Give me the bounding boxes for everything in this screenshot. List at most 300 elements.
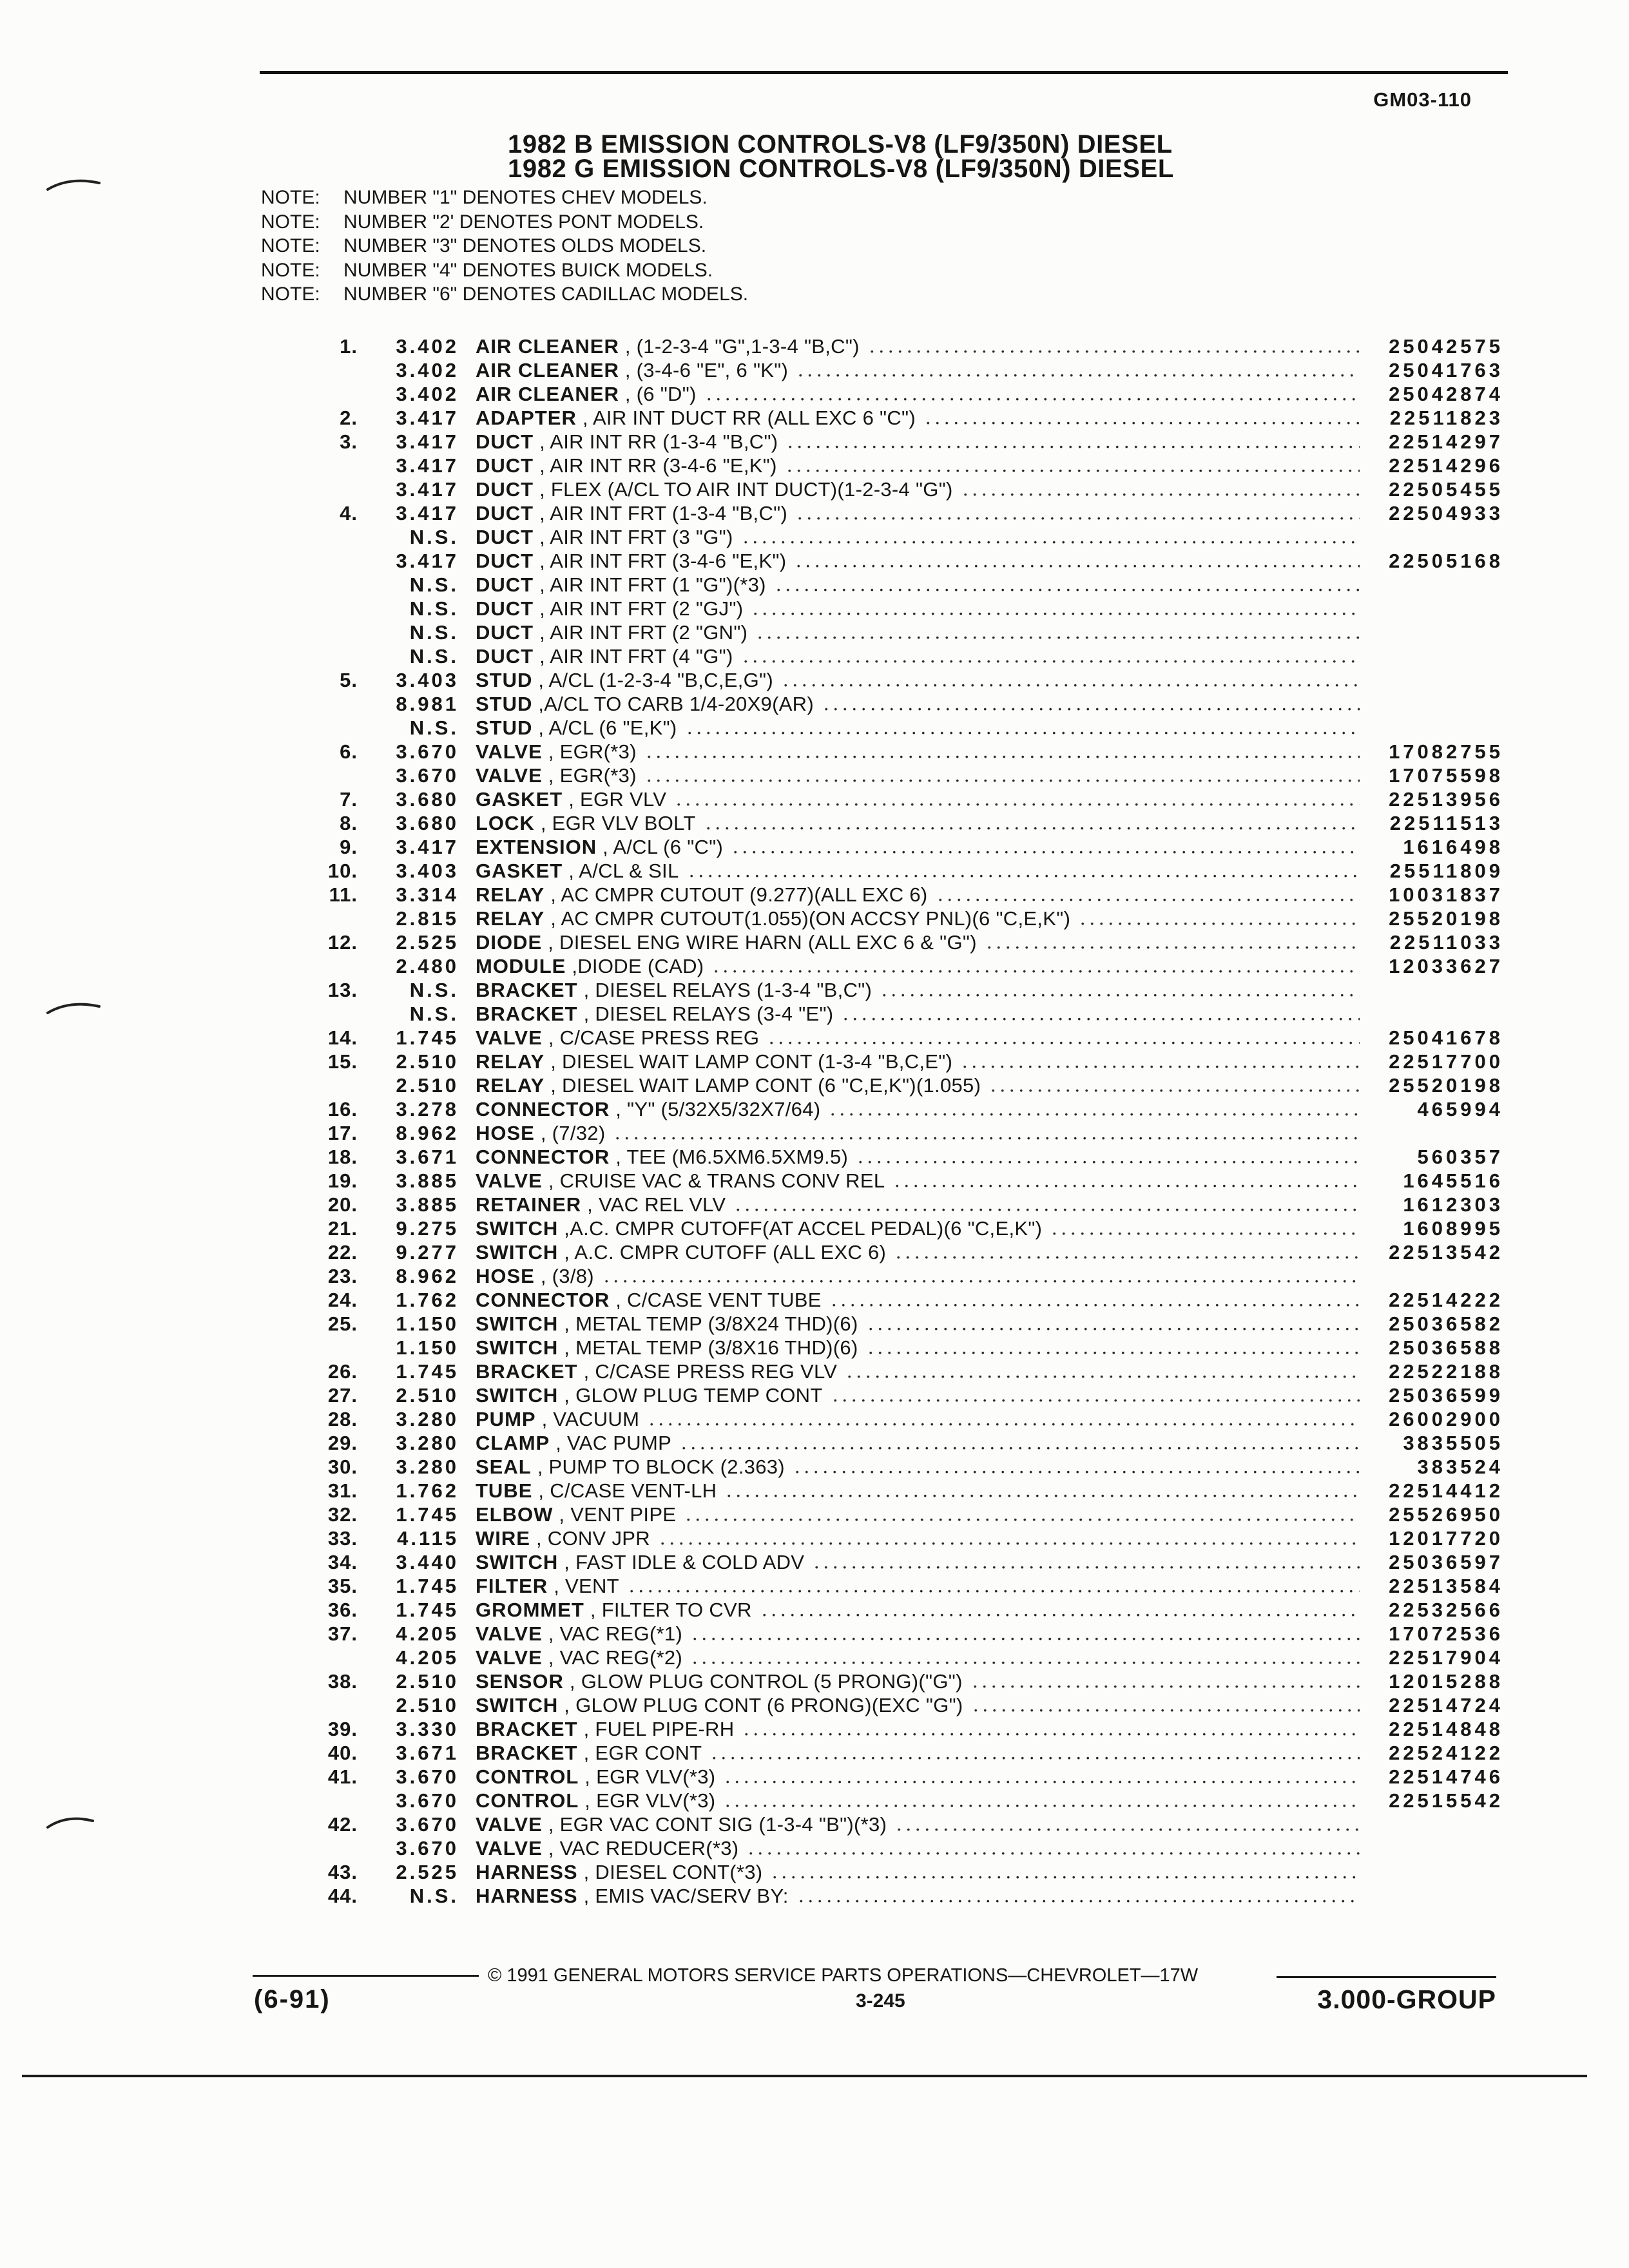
item-number: 42. (327, 1813, 358, 1836)
leader-dots (684, 1503, 1360, 1526)
leader-dots (793, 1455, 1360, 1479)
table-row (277, 1121, 1503, 1145)
part-number: 25520198 (1389, 907, 1503, 930)
part-number: 12015288 (1389, 1670, 1503, 1693)
fig-number: 3.402 (396, 335, 459, 358)
part-description (459, 1097, 1360, 1121)
table-row (277, 1026, 1503, 1050)
page-bottom-rule (22, 2075, 1587, 2077)
leader-dots (613, 1121, 1360, 1145)
part-description (459, 525, 1360, 549)
part-detail: , AIR INT FRT (2 "GN") (539, 621, 748, 644)
item-number (277, 644, 358, 668)
part-name: VALVE (476, 1622, 543, 1645)
table-row (277, 1622, 1503, 1646)
part-detail: , METAL TEMP (3/8X24 THD)(6) (564, 1312, 858, 1335)
part-name: AIR CLEANER (476, 383, 619, 405)
part-description (459, 668, 1360, 692)
part-number: 22515542 (1389, 1789, 1503, 1812)
fig-number: 3.402 (396, 383, 459, 405)
page-title (508, 132, 1174, 181)
part-name: CONNECTOR (476, 1098, 610, 1120)
table-row (277, 406, 1503, 430)
part-number: 25526950 (1389, 1503, 1503, 1526)
part-number (1360, 1002, 1503, 1026)
fig-number: 3.278 (396, 1098, 459, 1120)
part-detail: , (1-2-3-4 "G",1-3-4 "B,C") (624, 335, 860, 358)
fig-number: 8.981 (396, 693, 459, 715)
item-number (277, 549, 358, 573)
part-number: 22514724 (1389, 1694, 1503, 1716)
part-detail: , C/CASE VENT TUBE (615, 1289, 822, 1311)
part-description (459, 1240, 1360, 1264)
part-name: WIRE (476, 1527, 530, 1550)
fig-number: 4.205 (396, 1622, 459, 1645)
part-description (459, 692, 1360, 716)
part-detail: , AIR INT FRT (4 "G") (539, 645, 733, 668)
part-description (459, 764, 1360, 787)
part-name: HARNESS (476, 1861, 578, 1883)
fig-number: 1.762 (396, 1479, 459, 1502)
leader-dots (658, 1526, 1360, 1550)
table-row (277, 1812, 1503, 1836)
fig-number: 2.525 (396, 1861, 459, 1883)
fig-number: 3.417 (396, 502, 459, 524)
fig-number: 2.510 (396, 1050, 459, 1073)
part-name: DUCT (476, 526, 534, 548)
table-row (277, 1550, 1503, 1574)
leader-dots (723, 1765, 1360, 1789)
table-row (277, 1145, 1503, 1169)
table-row (277, 1836, 1503, 1860)
leader-dots (841, 1002, 1360, 1026)
leader-dots (985, 930, 1360, 954)
part-description (459, 1073, 1360, 1097)
part-detail: , EGR CONT (583, 1742, 702, 1764)
part-number: 25041678 (1389, 1026, 1503, 1049)
part-detail: , VAC PUMP (555, 1432, 672, 1454)
part-number (1360, 525, 1503, 549)
part-name: PUMP (476, 1408, 536, 1430)
leader-dots (892, 1169, 1360, 1193)
item-number: 23. (327, 1265, 358, 1287)
part-name: DUCT (476, 645, 534, 668)
fig-number: 2.510 (396, 1670, 459, 1693)
item-number: 34. (327, 1551, 358, 1573)
fig-number: 3.670 (396, 1789, 459, 1812)
fig-number: 3.671 (396, 1146, 459, 1168)
part-detail: , "Y" (5/32X5/32X7/64) (615, 1098, 821, 1120)
part-detail: , AIR INT DUCT RR (ALL EXC 6 "C") (582, 407, 916, 429)
leader-dots (988, 1073, 1360, 1097)
part-name: SWITCH (476, 1551, 559, 1573)
part-name: DIODE (476, 931, 543, 954)
note-text: NUMBER "4" DENOTES BUICK MODELS. (343, 259, 713, 281)
item-number: 12. (327, 931, 358, 954)
part-number: 25036599 (1389, 1384, 1503, 1407)
fig-number: 3.417 (396, 454, 459, 477)
part-number: 22513542 (1389, 1241, 1503, 1264)
part-detail: , A.C. CMPR CUTOFF (ALL EXC 6) (564, 1241, 887, 1264)
table-row (277, 1097, 1503, 1121)
leader-dots (971, 1693, 1360, 1717)
part-number: 22517904 (1389, 1646, 1503, 1669)
part-name: DUCT (476, 573, 534, 596)
part-number: 25036588 (1389, 1336, 1503, 1359)
part-name: RETAINER (476, 1193, 582, 1216)
part-detail: , CONV JPR (535, 1527, 650, 1550)
fig-number: N.S. (409, 597, 459, 620)
part-description (459, 1360, 1360, 1383)
item-number (277, 954, 358, 978)
title-line-b: 1982 B EMISSION CONTROLS-V8 (LF9/350N) DIESEL (508, 130, 1173, 159)
leader-dots (741, 644, 1360, 668)
part-number: 12033627 (1389, 955, 1503, 977)
item-number (277, 907, 358, 930)
leader-dots (831, 1383, 1360, 1407)
fig-number: N.S. (409, 526, 459, 548)
part-name: CLAMP (476, 1432, 550, 1454)
part-description (459, 430, 1360, 454)
leader-dots (644, 764, 1360, 787)
part-description (459, 1431, 1360, 1455)
item-number (277, 1336, 358, 1360)
fig-number: 2.525 (396, 931, 459, 954)
part-detail: , CRUISE VAC & TRANS CONV REL (548, 1169, 885, 1192)
leader-dots (674, 787, 1360, 811)
leader-dots (970, 1669, 1360, 1693)
part-name: LOCK (476, 812, 535, 834)
item-number (277, 1073, 358, 1097)
part-name: ADAPTER (476, 407, 577, 429)
item-number (277, 597, 358, 620)
table-row (277, 1216, 1503, 1240)
item-number: 32. (327, 1503, 358, 1526)
table-row (277, 787, 1503, 811)
leader-dots (828, 1097, 1360, 1121)
part-detail: , FAST IDLE & COLD ADV (564, 1551, 805, 1573)
fig-number: 1.745 (396, 1026, 459, 1049)
table-row (277, 1646, 1503, 1669)
fig-number: 3.680 (396, 812, 459, 834)
leader-dots (755, 620, 1360, 644)
fig-number: 3.417 (396, 550, 459, 572)
table-row (277, 1884, 1503, 1908)
footer-rule-right (1277, 1976, 1496, 1978)
part-description (459, 811, 1360, 835)
table-row (277, 1455, 1503, 1479)
part-name: CONNECTOR (476, 1289, 610, 1311)
part-description (459, 835, 1360, 859)
part-name: DUCT (476, 430, 534, 453)
item-number: 14. (327, 1026, 358, 1049)
fig-number: 1.762 (396, 1289, 459, 1311)
part-description (459, 1121, 1360, 1145)
part-number: 26002900 (1389, 1408, 1503, 1430)
part-detail: , VENT PIPE (559, 1503, 677, 1526)
leader-dots (627, 1574, 1360, 1598)
part-number: 22524122 (1389, 1742, 1503, 1764)
part-number: 10031837 (1389, 883, 1503, 906)
fig-number: 3.440 (396, 1551, 459, 1573)
table-row (277, 1789, 1503, 1812)
part-detail: , DIESEL ENG WIRE HARN (ALL EXC 6 & "G") (548, 931, 977, 954)
item-number (277, 620, 358, 644)
part-name: BRACKET (476, 1742, 578, 1764)
binder-hole-mark (45, 997, 103, 1017)
note (261, 234, 748, 258)
leader-dots (602, 1264, 1360, 1288)
binder-hole-mark (45, 174, 103, 193)
part-detail: , DIESEL CONT(*3) (583, 1861, 763, 1883)
table-row (277, 978, 1503, 1002)
leader-dots (709, 1741, 1360, 1765)
item-number: 1. (340, 335, 358, 358)
fig-number: 3.280 (396, 1408, 459, 1430)
part-number (1360, 1860, 1503, 1884)
fig-number: N.S. (409, 1003, 459, 1025)
part-detail: , DIESEL RELAYS (3-4 "E") (583, 1003, 834, 1025)
table-row (277, 1360, 1503, 1383)
leader-dots (795, 501, 1360, 525)
part-detail: , (3-4-6 "E", 6 "K") (624, 359, 789, 381)
leader-dots (960, 1050, 1360, 1073)
note (261, 282, 748, 307)
fig-number: 3.314 (396, 883, 459, 906)
part-number: 22513956 (1389, 788, 1503, 811)
item-number: 20. (327, 1193, 358, 1216)
part-number: 17072536 (1389, 1622, 1503, 1645)
part-detail: , TEE (M6.5XM6.5XM9.5) (615, 1146, 849, 1168)
part-description (459, 358, 1360, 382)
part-name: DUCT (476, 454, 534, 477)
part-description (459, 1455, 1360, 1479)
part-number (1360, 668, 1503, 692)
fig-number: N.S. (409, 979, 459, 1001)
part-detail: , AC CMPR CUTOUT(1.055)(ON ACCSY PNL)(6 "C,E,K") (550, 907, 1071, 930)
part-number: 22511513 (1389, 812, 1503, 834)
leader-dots (690, 1646, 1360, 1669)
header-rule (260, 71, 1508, 74)
part-detail: , AIR INT FRT (3 "G") (539, 526, 733, 548)
leader-dots (880, 978, 1360, 1002)
part-name: BRACKET (476, 1718, 578, 1740)
part-name: FILTER (476, 1575, 548, 1597)
leader-dots (767, 1026, 1360, 1050)
item-number: 19. (327, 1169, 358, 1192)
table-row (277, 930, 1503, 954)
part-number: 22504933 (1389, 502, 1503, 524)
notes-block (261, 186, 748, 307)
part-detail: , DIESEL RELAYS (1-3-4 "B,C") (583, 979, 872, 1001)
part-detail: , VENT (554, 1575, 619, 1597)
item-number: 24. (327, 1289, 358, 1311)
part-detail: , AIR INT RR (3-4-6 "E,K") (539, 454, 777, 477)
part-name: CONNECTOR (476, 1146, 610, 1168)
fig-number: 3.402 (396, 359, 459, 381)
item-number (277, 1836, 358, 1860)
item-number: 43. (327, 1861, 358, 1883)
fig-number: 1.150 (396, 1336, 459, 1359)
part-detail: , (7/32) (540, 1122, 606, 1144)
part-detail: , EMIS VAC/SERV BY: (583, 1885, 789, 1907)
fig-number: 1.745 (396, 1503, 459, 1526)
table-row (277, 501, 1503, 525)
part-description (459, 907, 1360, 930)
item-number (277, 358, 358, 382)
leader-dots (867, 334, 1360, 358)
part-number (1360, 1264, 1503, 1288)
leader-dots (923, 406, 1360, 430)
item-number: 7. (340, 788, 358, 811)
part-number: 1608995 (1403, 1217, 1503, 1240)
note-label: NOTE: (261, 284, 320, 305)
table-row (277, 1240, 1503, 1264)
table-row (277, 1193, 1503, 1216)
leader-dots (866, 1312, 1360, 1336)
table-row (277, 1002, 1503, 1026)
table-row (277, 477, 1503, 501)
catalog-code: GM03-110 (1373, 88, 1472, 111)
part-description (459, 1669, 1360, 1693)
fig-number: 3.671 (396, 1742, 459, 1764)
part-number: 17082755 (1389, 740, 1503, 763)
part-number: 22514746 (1389, 1765, 1503, 1788)
item-number: 15. (327, 1050, 358, 1073)
part-name: GROMMET (476, 1599, 584, 1621)
part-number: 22514296 (1389, 454, 1503, 477)
part-name: GASKET (476, 860, 563, 882)
item-number: 17. (327, 1122, 358, 1144)
table-row (277, 382, 1503, 406)
part-number: 25036582 (1389, 1312, 1503, 1335)
fig-number: N.S. (409, 573, 459, 596)
leader-dots (961, 477, 1360, 501)
part-name: MODULE (476, 955, 566, 977)
part-name: TUBE (476, 1479, 533, 1502)
part-name: DUCT (476, 550, 534, 572)
part-detail: , (6 "D") (624, 383, 697, 405)
part-name: SWITCH (476, 1217, 559, 1240)
item-number (277, 573, 358, 597)
part-number (1360, 716, 1503, 740)
leader-dots (1078, 907, 1360, 930)
part-description (459, 1169, 1360, 1193)
part-detail: , METAL TEMP (3/8X16 THD)(6) (564, 1336, 858, 1359)
fig-number: 1.745 (396, 1360, 459, 1383)
leader-dots (866, 1336, 1360, 1360)
fig-number: 3.417 (396, 836, 459, 858)
item-number: 10. (327, 860, 358, 882)
part-name: CONTROL (476, 1789, 579, 1812)
part-description (459, 1574, 1360, 1598)
part-detail: , EGR VAC CONT SIG (1-3-4 "B")(*3) (548, 1813, 887, 1836)
item-number: 16. (327, 1098, 358, 1120)
item-number (277, 525, 358, 549)
item-number: 36. (327, 1599, 358, 1621)
table-row (277, 525, 1503, 549)
fig-number: N.S. (409, 645, 459, 668)
part-description (459, 1860, 1360, 1884)
item-number: 11. (329, 883, 358, 906)
note (261, 186, 748, 210)
part-number: 22517700 (1389, 1050, 1503, 1073)
item-number (277, 454, 358, 477)
part-detail: , VAC REL VLV (587, 1193, 726, 1216)
part-description (459, 573, 1360, 597)
part-number: 25042575 (1389, 335, 1503, 358)
part-description (459, 883, 1360, 907)
copyright-text: © 1991 GENERAL MOTORS SERVICE PARTS OPERATIONS—CHEVROLET—17W (488, 1965, 1199, 1986)
part-number: 25036597 (1389, 1551, 1503, 1573)
part-name: HOSE (476, 1122, 535, 1144)
note-label: NOTE: (261, 187, 320, 208)
fig-number: 3.417 (396, 478, 459, 501)
fig-number: 2.510 (396, 1384, 459, 1407)
part-number: 1645516 (1403, 1169, 1503, 1192)
item-number: 13. (327, 979, 358, 1001)
table-row (277, 1717, 1503, 1741)
part-number: 22511823 (1389, 407, 1503, 429)
item-number: 4. (340, 502, 358, 524)
note-text: NUMBER "6" DENOTES CADILLAC MODELS. (343, 284, 749, 305)
part-description (459, 1765, 1360, 1789)
part-number: 22514297 (1389, 430, 1503, 453)
part-number: 25511809 (1389, 860, 1503, 882)
part-number: 25042874 (1389, 383, 1503, 405)
item-number: 29. (327, 1432, 358, 1454)
leader-dots (845, 1360, 1360, 1383)
table-row (277, 454, 1503, 477)
item-number (277, 1693, 358, 1717)
part-detail: , AC CMPR CUTOUT (9.277)(ALL EXC 6) (550, 883, 928, 906)
title-line-g: 1982 G EMISSION CONTROLS-V8 (LF9/350N) DIESEL (508, 155, 1174, 183)
part-number (1360, 978, 1503, 1002)
part-detail: , C/CASE PRESS REG (548, 1026, 760, 1049)
note (261, 258, 748, 283)
part-name: RELAY (476, 1074, 545, 1097)
table-row (277, 644, 1503, 668)
part-description (459, 1050, 1360, 1073)
part-description (459, 1836, 1360, 1860)
part-description (459, 978, 1360, 1002)
table-row (277, 883, 1503, 907)
part-description (459, 1526, 1360, 1550)
fig-number: 3.403 (396, 669, 459, 691)
part-detail: , PUMP TO BLOCK (2.363) (537, 1456, 785, 1478)
leader-dots (742, 1717, 1360, 1741)
item-number (277, 1002, 358, 1026)
part-name: HOSE (476, 1265, 535, 1287)
part-description (459, 1503, 1360, 1526)
table-row (277, 811, 1503, 835)
part-detail: , AIR INT FRT (1 "G")(*3) (539, 573, 766, 596)
part-detail: , AIR INT FRT (3-4-6 "E,K") (539, 550, 787, 572)
part-name: SWITCH (476, 1694, 559, 1716)
part-number: 25041763 (1389, 359, 1503, 381)
part-description (459, 1336, 1360, 1360)
part-description (459, 1884, 1360, 1908)
item-number: 27. (327, 1384, 358, 1407)
part-description (459, 1216, 1360, 1240)
part-number (1360, 597, 1503, 620)
table-row (277, 1050, 1503, 1073)
part-name: GASKET (476, 788, 563, 811)
note-label: NOTE: (261, 211, 320, 233)
table-row (277, 1312, 1503, 1336)
part-name: STUD (476, 693, 533, 715)
part-detail: , EGR VLV(*3) (584, 1789, 716, 1812)
